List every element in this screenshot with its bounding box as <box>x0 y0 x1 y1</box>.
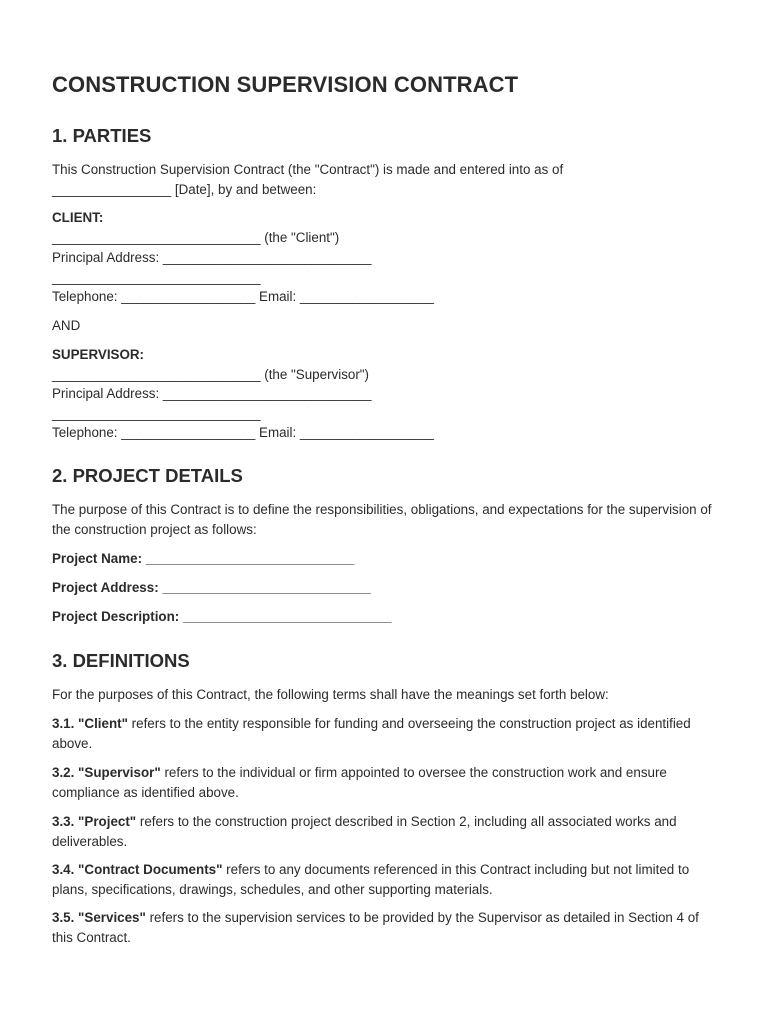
supervisor-name-field: ____________________________ (the "Supervisor") <box>52 367 370 382</box>
parties-intro-line2: ________________ [Date], by and between: <box>52 182 317 197</box>
definition-text: refers to the supervision services to be provided by the Supervisor as detailed in Section 4 of this Contract. <box>52 910 699 945</box>
client-address-field: Principal Address: ____________________________ <box>52 250 372 265</box>
definition-item <box>52 763 722 803</box>
project-name-field: Project Name: ____________________________ <box>52 551 355 566</box>
supervisor-address-continuation: ____________________________ <box>52 406 261 421</box>
definition-term: 3.1. "Client" <box>52 716 128 731</box>
client-label: CLIENT: <box>52 210 104 225</box>
document-title: CONSTRUCTION SUPERVISION CONTRACT <box>52 72 519 97</box>
supervisor-contact-field: Telephone: __________________ Email: __________________ <box>52 425 434 440</box>
project-description-field: Project Description: ____________________________ <box>52 609 392 624</box>
and-separator: AND <box>52 318 81 333</box>
client-contact-field: Telephone: __________________ Email: __________________ <box>52 289 434 304</box>
section-heading-definitions: 3. DEFINITIONS <box>52 650 190 671</box>
parties-intro-line1: This Construction Supervision Contract (the "Contract") is made and entered into as of <box>52 162 564 177</box>
supervisor-label: SUPERVISOR: <box>52 347 145 362</box>
definition-text: refers to the entity responsible for funding and overseeing the construction project as identified above. <box>52 716 691 751</box>
section-heading-project-details: 2. PROJECT DETAILS <box>52 465 243 486</box>
definition-term: 3.5. "Services" <box>52 910 146 925</box>
definition-term: 3.4. "Contract Documents" <box>52 862 223 877</box>
client-address-continuation: ____________________________ <box>52 270 261 285</box>
supervisor-address-field: Principal Address: ____________________________ <box>52 386 372 401</box>
definition-term: 3.3. "Project" <box>52 814 137 829</box>
client-name-field: ____________________________ (the "Client") <box>52 230 340 245</box>
definitions-intro: For the purposes of this Contract, the following terms shall have the meanings set forth below: <box>52 687 609 702</box>
definition-term: 3.2. "Supervisor" <box>52 765 161 780</box>
definition-item <box>52 714 722 754</box>
definition-item <box>52 908 722 948</box>
project-details-intro: The purpose of this Contract is to define the responsibilities, obligations, and expectations for the supervision of the construction project as follows: <box>52 502 712 537</box>
definition-text: refers to the construction project described in Section 2, including all associated works and deliverables. <box>52 814 677 849</box>
section-heading-parties: 1. PARTIES <box>52 125 152 146</box>
definition-item <box>52 812 722 852</box>
definition-text: refers to the individual or firm appointed to oversee the construction work and ensure compliance as identified above. <box>52 765 667 800</box>
definition-item <box>52 860 722 900</box>
project-address-field: Project Address: ____________________________ <box>52 580 371 595</box>
definition-text: refers to any documents referenced in this Contract including but not limited to plans, specifications, drawings, schedules, and other supporting materials. <box>52 862 690 897</box>
